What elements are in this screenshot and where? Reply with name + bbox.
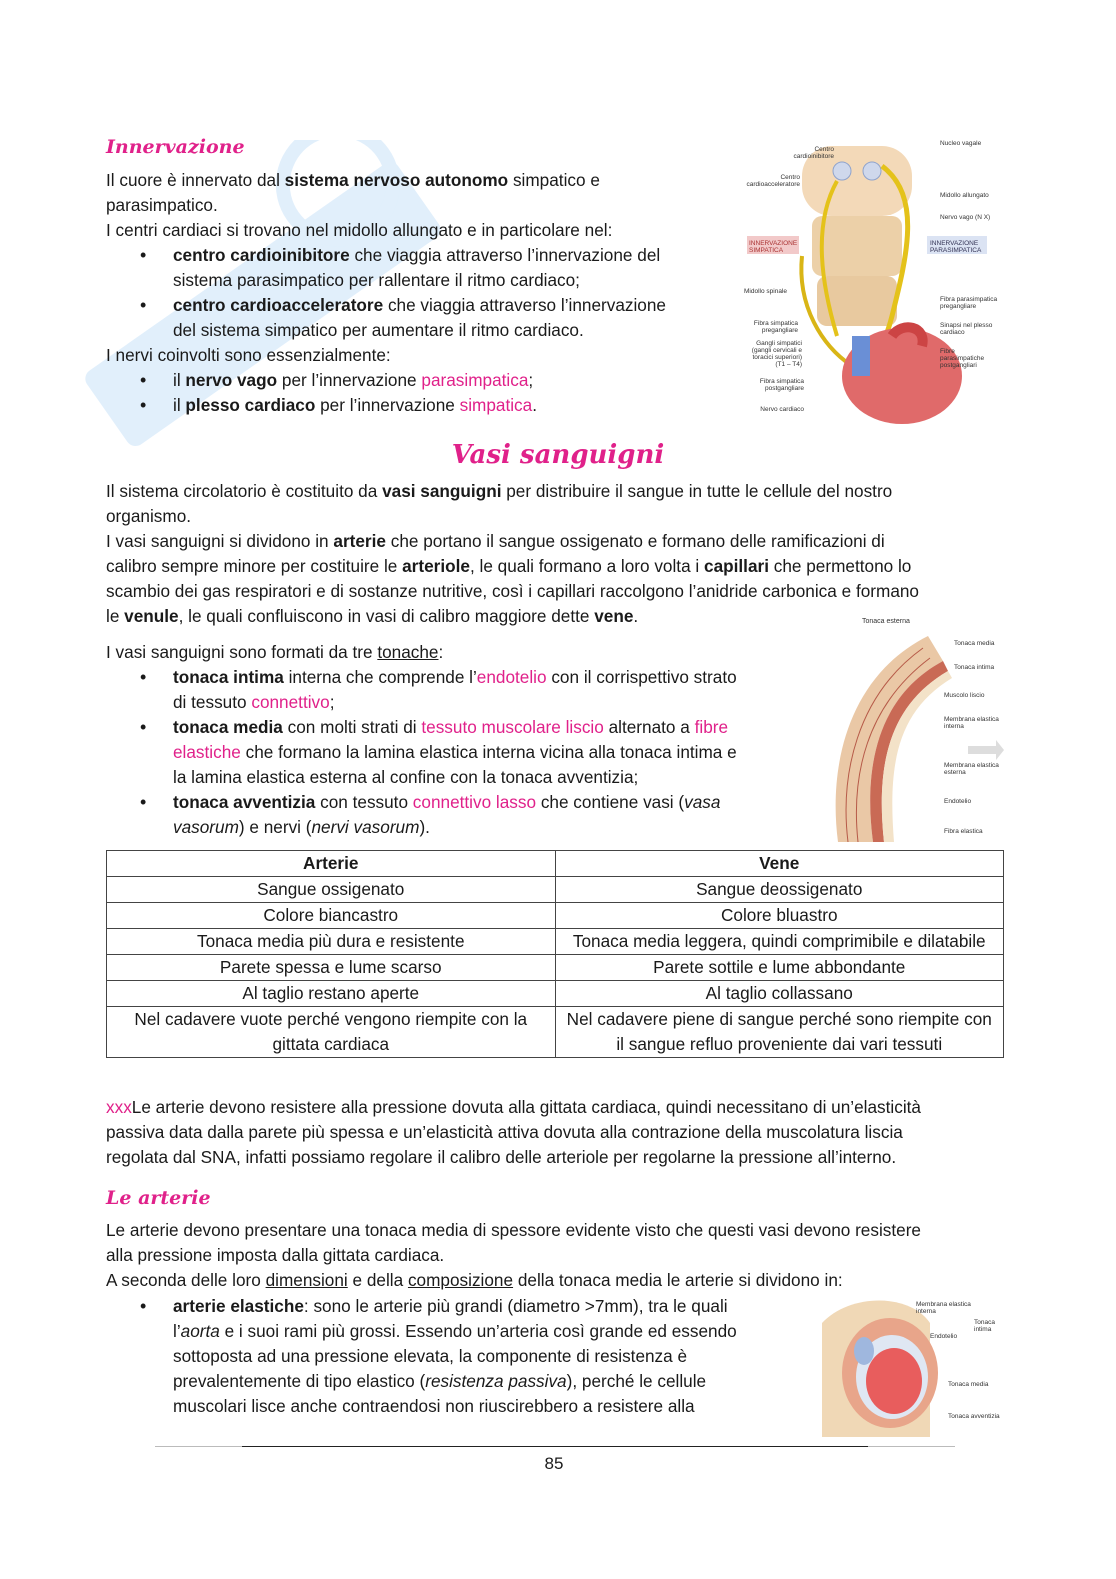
page-number: 85 <box>544 1454 564 1473</box>
section-heading-arteries: Le arterie <box>106 1187 211 1209</box>
figure-label: Tonaca avventizia <box>948 1413 1000 1420</box>
table-header-arteries: Arterie <box>107 851 556 877</box>
figure-label: Centro cardioacceleratore <box>746 174 800 188</box>
arteries-veins-table <box>106 850 1004 1058</box>
figure-label: Fibra parasimpatica pregangliare <box>940 296 998 310</box>
table-row: Parete spessa e lume scarso Parete sottile e lume abbondante <box>107 955 1004 981</box>
figure-label: Fibra simpatica pregangliare <box>753 320 798 334</box>
section-title-blood-vessels: Vasi sanguigni <box>451 440 665 470</box>
figure-label: Midollo allungato <box>940 192 989 199</box>
list-item: • tonaca media con molti strati di tessuto muscolare liscio alternato a fibre elastiche che formano la lamina elastica interna vicina alla tonaca intima e la lamina elastica esterna al confine con la tonaca avventizia; <box>106 715 806 790</box>
figure-label: Tonaca media <box>954 640 995 647</box>
figure-label: Tonaca media <box>948 1381 989 1388</box>
figure-label: Membrana elastica interna <box>916 1301 971 1315</box>
figure-vessel-wall <box>818 616 1004 842</box>
figure-label: Nucleo vagale <box>940 140 982 147</box>
figure-elastic-artery <box>820 1293 1004 1437</box>
figure-label: Gangli simpatici (gangli cervicali e toracici superiori) (T1 – T4) <box>751 340 802 368</box>
table-header-row <box>107 851 1004 877</box>
list-item: • il nervo vago per l’innervazione parasimpatica; <box>106 368 716 393</box>
arteries-intro-text: Le arterie devono presentare una tonaca media di spessore evidente visto che questi vasi devono resistere alla pressione imposta dalla gittata cardiaca. A seconda delle loro dimensioni e della composizione della tonaca media le arterie si dividono in: <box>106 1220 921 1290</box>
figure-label: Tonaca intima <box>974 1319 995 1333</box>
figure-label: Endotelio <box>930 1333 958 1340</box>
figure-label: Nervo cardiaco <box>760 406 804 413</box>
footer-divider-dark <box>242 1446 868 1447</box>
innervation-text: Il cuore è innervato dal sistema nervoso autonomo simpatico e parasimpatico. I centri cardiaci si trovano nel midollo allungato e in particolare nel: • centro cardioinibitore che viaggia attraverso l’innervazione del sistema parasimpatico per rallentare il ritmo cardiaco; • centro cardioacceleratore che viaggia attraverso l’innervazione del sistema simpatico per aumentare il ritmo cardiaco. I nervi coinvolti sono essenzialmente: • il nervo vago per l’innervazione parasimpatica; • il plesso cardiaco per l’innervazione simpatica. <box>106 168 716 418</box>
list-item: • tonaca intima interna che comprende l’endotelio con il corrispettivo strato di tessuto connettivo; <box>106 665 806 715</box>
arteries-list <box>106 1294 806 1419</box>
figure-label: Fibra simpatica postgangliare <box>759 378 804 392</box>
table-row: Sangue ossigenato Sangue deossigenato <box>107 877 1004 903</box>
table-row: Tonaca media più dura e resistente Tonaca media leggera, quindi comprimibile e dilatabile <box>107 929 1004 955</box>
figure-label: Tonaca esterna <box>862 618 910 625</box>
figure-label: Sinapsi nel plesso cardiaco <box>940 322 993 336</box>
figure-label: Muscolo liscio <box>944 692 985 699</box>
table-row: Nel cadavere vuote perché vengono riempite con la gittata cardiaca Nel cadavere piene di sangue perché sono riempite con il sangue refluo proveniente dai vari tessuti <box>107 1007 1004 1058</box>
figure-label: INNERVAZIONE SIMPATICA <box>749 240 798 254</box>
figure-label: Midollo spinale <box>744 288 787 295</box>
figure-label: INNERVAZIONE PARASIMPATICA <box>930 240 982 254</box>
table-row: Al taglio restano aperte Al taglio collassano <box>107 981 1004 1007</box>
table-row: Colore biancastro Colore bluastro <box>107 903 1004 929</box>
figure-label: Nervo vago (N X) <box>940 214 991 221</box>
figure-label: Centro cardioinibitore <box>793 146 834 160</box>
list-item: • arterie elastiche: sono le arterie più grandi (diametro >7mm), tra le quali l’aorta e i suoi rami più grossi. Essendo un’arteria così grande ed essendo sottoposta ad una pressione elevata, la componente di resistenza è prevalentemente di tipo elastico (resistenza passiva), perché le cellule muscolari lisce anche contraendosi non riuscirebbero a resistere alla <box>106 1294 806 1419</box>
note-paragraph: xxxLe arterie devono resistere alla pressione dovuta alla gittata cardiaca, quindi necessitano di un’elasticità passiva data dalla parete più spessa e un’elasticità attiva dovuta alla contrazione della muscolatura liscia regolata dal SNA, infatti possiamo regolare il calibro delle arteriole per regolarne la pressione all’interno. <box>106 1097 921 1167</box>
list-item: • il plesso cardiaco per l’innervazione simpatica. <box>106 393 716 418</box>
section-heading-innervation: Innervazione <box>106 136 245 158</box>
list-item: • centro cardioinibitore che viaggia attraverso l’innervazione del sistema parasimpatico per rallentare il ritmo cardiaco; <box>106 243 716 293</box>
figure-label: Membrana elastica interna <box>944 716 999 730</box>
list-item: • centro cardioacceleratore che viaggia attraverso l’innervazione del sistema simpatico per aumentare il ritmo cardiaco. <box>106 293 716 343</box>
figure-label: Endotelio <box>944 798 972 805</box>
list-item: • tonaca avventizia con tessuto connettivo lasso che contiene vasi (vasa vasorum) e nervi (nervi vasorum). <box>106 790 806 840</box>
figure-label: Fibra elastica <box>944 828 983 835</box>
table-header-veins: Vene <box>555 851 1004 877</box>
vessels-intro-text: Il sistema circolatorio è costituito da vasi sanguigni per distribuire il sangue in tutte le cellule del nostro organismo. I vasi sanguigni si dividono in arterie che portano il sangue ossigenato e formano delle ramificazioni di calibro sempre minore per costituire le arteriole, le quali formano a loro volta i capillari che permettono lo scambio dei gas respiratori e di sostanze nutritive, così i capillari raccolgono l’anidride carbonica e formano le venule, le quali confluiscono in vasi di calibro maggiore dette vene. <box>106 481 919 626</box>
figure-label: Membrana elastica esterna <box>944 762 999 776</box>
figure-cardiac-innervation <box>742 136 1004 428</box>
figure-label: Fibre parasimpatiche postgangliari <box>940 348 985 369</box>
tunics-text: I vasi sanguigni sono formati da tre tonache: • tonaca intima interna che comprende l’endotelio con il corrispettivo strato di tessuto connettivo; • tonaca media con molti strati di tessuto muscolare liscio alternato a fibre elastiche che formano la lamina elastica interna vicina alla tonaca intima e la lamina elastica esterna al confine con la tonaca avventizia; • tonaca avventizia con tessuto connettivo lasso che contiene vasi (vasa vasorum) e nervi (nervi vasorum). <box>106 640 806 840</box>
warning-icon: xxx <box>106 1097 132 1117</box>
figure-label: Tonaca intima <box>954 664 995 671</box>
